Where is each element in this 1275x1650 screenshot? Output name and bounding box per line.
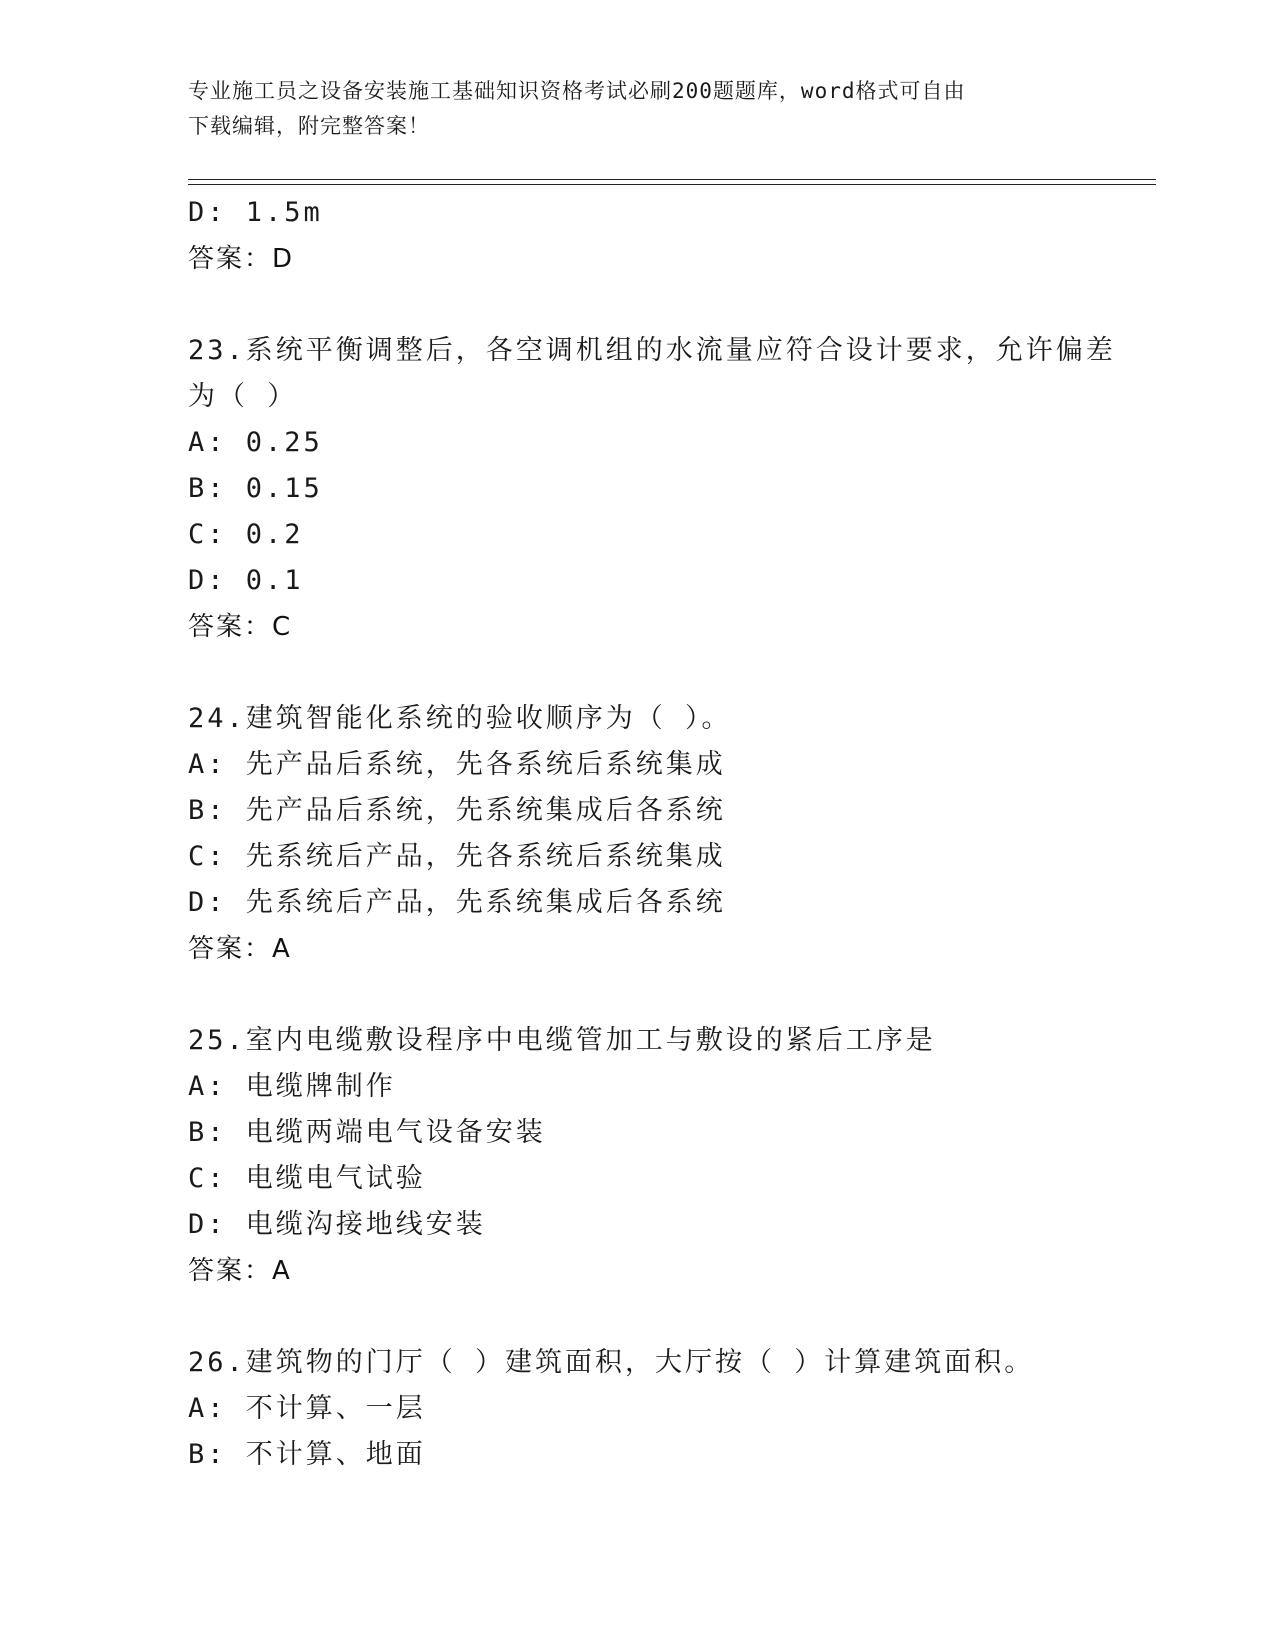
spacer: [188, 972, 1148, 1018]
option-c: C: 电缆电气试验: [188, 1163, 426, 1194]
answer-line: 答案：A: [188, 1256, 292, 1286]
document-header: [188, 74, 1088, 144]
option-a: A: 不计算、一层: [188, 1393, 426, 1424]
question-stem-continued: 为（ ）: [188, 381, 298, 412]
spacer: [188, 1294, 1148, 1340]
option-c: C: 0.2: [188, 519, 304, 550]
question-stem: 23.系统平衡调整后，各空调机组的水流量应符合设计要求，允许偏差: [188, 335, 1116, 366]
answer-line: 答案：C: [188, 612, 293, 642]
option-a: A: 先产品后系统，先各系统后系统集成: [188, 749, 726, 780]
answer-line: 答案：D: [188, 244, 295, 274]
header-divider-bottom: [188, 184, 1156, 185]
spacer: [188, 282, 1148, 328]
header-divider-top: [188, 179, 1156, 180]
question-stem: 25.室内电缆敷设程序中电缆管加工与敷设的紧后工序是: [188, 1025, 936, 1056]
option-c: C: 先系统后产品，先各系统后系统集成: [188, 841, 726, 872]
question-block-22: [188, 190, 1148, 282]
option-d: D: 先系统后产品，先系统集成后各系统: [188, 887, 726, 918]
question-block-23: [188, 328, 1148, 650]
option-b: B: 电缆两端电气设备安装: [188, 1117, 546, 1148]
question-list: [188, 190, 1148, 1478]
option-b: B: 先产品后系统，先系统集成后各系统: [188, 795, 726, 826]
spacer: [188, 650, 1148, 696]
question-block-24: [188, 696, 1148, 972]
question-stem: 24.建筑智能化系统的验收顺序为（ ）。: [188, 703, 732, 734]
option-a: A: 0.25: [188, 427, 323, 458]
header-line-1: 专业施工员之设备安装施工基础知识资格考试必刷200题题库，word格式可自由: [188, 79, 966, 103]
answer-line: 答案：A: [188, 934, 292, 964]
option-d: D: 电缆沟接地线安装: [188, 1209, 486, 1240]
question-stem: 26.建筑物的门厅（ ）建筑面积，大厅按（ ）计算建筑面积。: [188, 1347, 1035, 1378]
option-d: D: 0.1: [188, 565, 304, 596]
option-d: D: 1.5m: [188, 197, 323, 228]
question-block-25: [188, 1018, 1148, 1294]
option-b: B: 不计算、地面: [188, 1439, 426, 1470]
option-a: A: 电缆牌制作: [188, 1071, 396, 1102]
header-line-2: 下载编辑，附完整答案！: [188, 114, 430, 138]
question-block-26: [188, 1340, 1148, 1478]
option-b: B: 0.15: [188, 473, 323, 504]
